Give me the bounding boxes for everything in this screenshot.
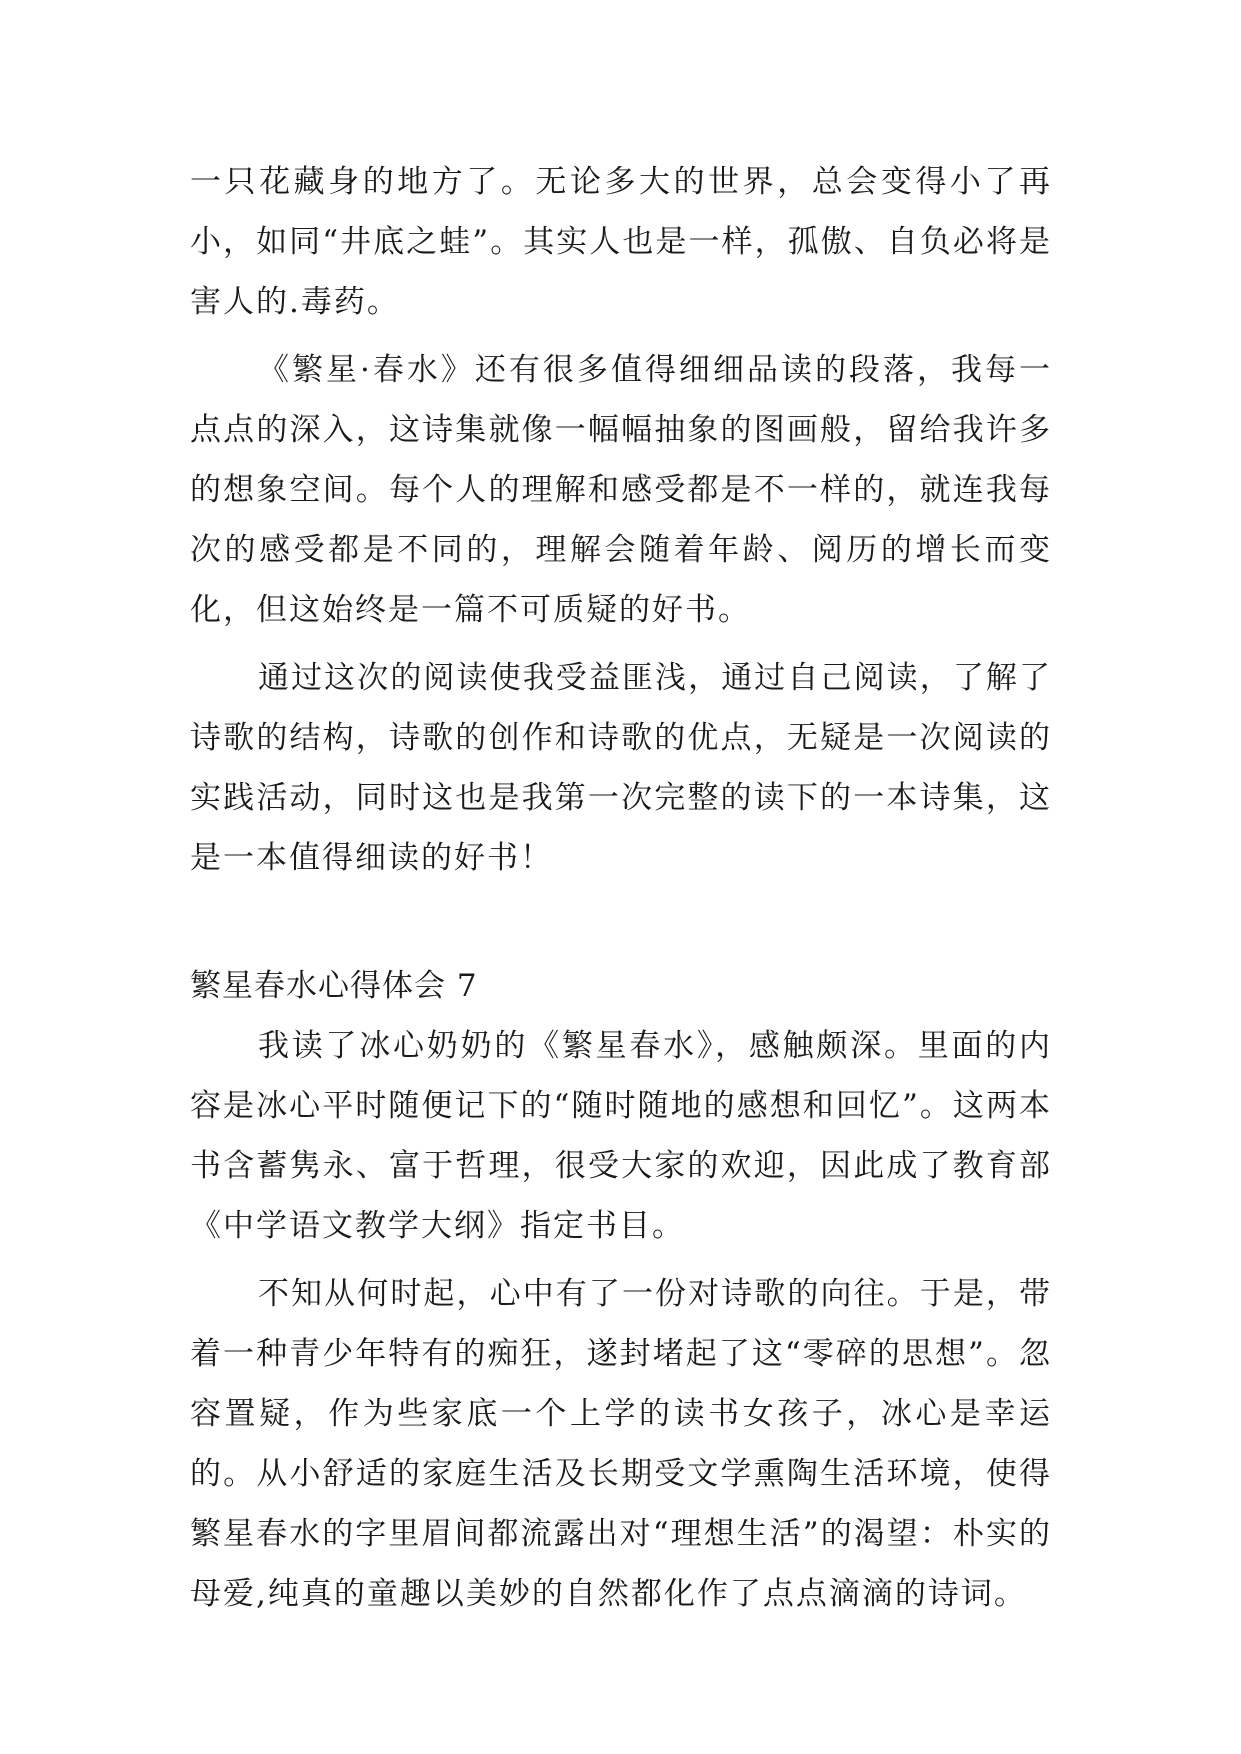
section-heading: 繁星春水心得体会 7 [190, 968, 478, 1004]
paragraph-poetry-reflection: 《繁星·春水》还有很多值得细细品读的段落，我每一点点的深入，这诗集就像一幅幅抽象的图画般，留给我许多的想象空间。每个人的理解和感受都是不一样的，就连我每次的感受都是不同的，理解会随着年龄、阅历的增长而变化，但这始终是一篇不可质疑的好书。 [190, 352, 1052, 628]
paragraph-poetry-longing: 不知从何时起，心中有了一份对诗歌的向往。于是，带着一种青少年特有的痴狂，遂封堵起了这“零碎的思想”。忽容置疑，作为些家底一个上学的读书女孩子，冰心是幸运的。从小舒适的家庭生活及长期受文学熏陶生活环境，使得繁星春水的字里眉间都流露出对“理想生活”的渴望：朴实的母爱,纯真的童趣以美妙的自然都化作了点点滴滴的诗词。 [190, 1276, 1052, 1612]
paragraph-reading-benefit: 通过这次的阅读使我受益匪浅，通过自己阅读，了解了诗歌的结构，诗歌的创作和诗歌的优点，无疑是一次阅读的实践活动，同时这也是我第一次完整的读下的一本诗集，这是一本值得细读的好书！ [190, 660, 1052, 876]
paragraph-book-intro: 我读了冰心奶奶的《繁星春水》，感触颇深。里面的内容是冰心平时随便记下的“随时随地的感想和回忆”。这两本书含蓄隽永、富于哲理，很受大家的欢迎，因此成了教育部《中学语文教学大纲》指定书目。 [190, 1028, 1052, 1244]
document-body [190, 152, 1052, 1632]
paragraph-continuation: 一只花藏身的地方了。无论多大的世界，总会变得小了再小，如同“井底之蛙”。其实人也是一样，孤傲、自负必将是害人的.毒药。 [190, 164, 1052, 320]
